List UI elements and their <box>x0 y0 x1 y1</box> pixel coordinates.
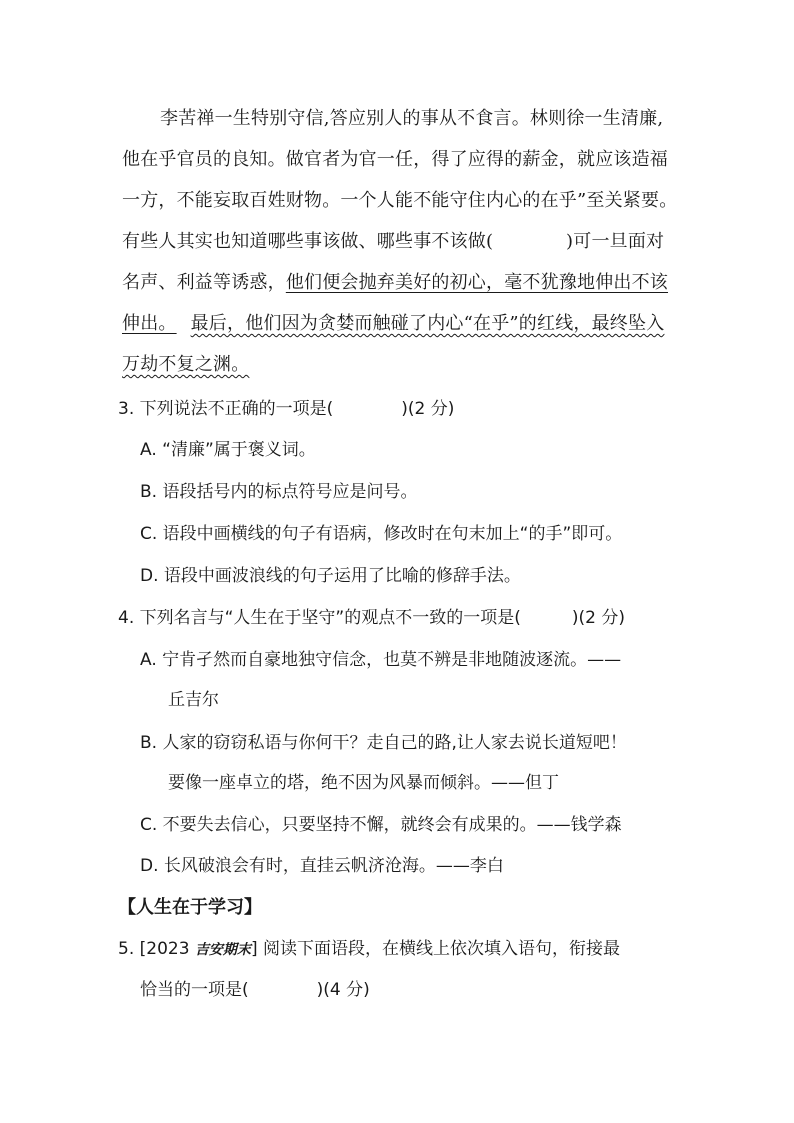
question-4-stem: 4. 下列名言与“人生在于坚守”的观点不一致的一项是( )(2 分) <box>118 608 625 628</box>
underlined-sentence: 他们便会抛弃美好的初心，毫不犹豫地伸出不该 <box>285 272 669 293</box>
passage-line-4: 有些人其实也知道哪些事该做、哪些事不该做( )可一旦面对 <box>122 231 665 252</box>
underlined-sentence-end: 伸出。 <box>122 313 177 334</box>
question-4-option-b: B. 人家的窃窃私语与你何干？走自己的路,让人家去说长道短吧！ <box>140 733 627 753</box>
question-4-option-d: D. 长风破浪会有时，直挂云帆济沧海。——李白 <box>140 856 504 876</box>
wavy-underlined-sentence-end: 万劫不复之渊。 <box>122 354 250 375</box>
question-4-option-a: A. 宁肯孑然而自豪地独守信念，也莫不辨是非地随波逐流。—— <box>140 650 622 670</box>
passage-text: 名声、利益等诱惑， <box>122 272 286 293</box>
question-3-option-a: A. “清廉”属于褒义词。 <box>140 440 316 460</box>
question-3-option-c: C. 语段中画横线的句子有语病，修改时在句末加上“的手”即可。 <box>140 524 623 544</box>
wavy-underlined-sentence: 最后，他们因为贪婪而触碰了内心“在乎”的红线，最终坠入 <box>190 313 665 334</box>
passage-line-1: 李苦禅一生特别守信,答应别人的事从不食言。林则徐一生清廉, <box>160 108 664 129</box>
passage-line-6 <box>122 312 664 336</box>
passage-line-3: 一方，不能妄取百姓财物。一个人能不能守住内心的在乎”至关紧要。 <box>122 190 678 211</box>
question-5-stem <box>118 937 620 962</box>
passage-line-2: 他在乎官员的良知。做官者为官一任，得了应得的薪金，就应该造福 <box>122 149 668 170</box>
question-3-option-b: B. 语段括号内的标点符号应是问号。 <box>140 482 418 502</box>
section-heading: 【人生在于学习】 <box>118 897 262 918</box>
question-4-option-b-cont: 要像一座卓立的塔，绝不因为风暴而倾斜。——但丁 <box>168 773 559 793</box>
passage-line-7 <box>122 353 249 377</box>
question-3-option-d: D. 语段中画波浪线的句子运用了比喻的修辞手法。 <box>140 566 521 586</box>
passage-line-5 <box>122 271 668 295</box>
question-4-option-a-cont: 丘吉尔 <box>168 690 219 710</box>
question-5-source: 吉安期末 <box>194 942 251 958</box>
question-5-text: ] 阅读下面语段，在横线上依次填入语句，衔接最 <box>250 939 620 959</box>
question-3-stem: 3. 下列说法不正确的一项是( )(2 分) <box>118 399 455 419</box>
question-5-stem-cont: 恰当的一项是( )(4 分) <box>140 980 370 1000</box>
question-5-number: 5. [2023 <box>118 939 195 959</box>
question-4-option-c: C. 不要失去信心，只要坚持不懈，就终会有成果的。——钱学森 <box>140 815 622 835</box>
